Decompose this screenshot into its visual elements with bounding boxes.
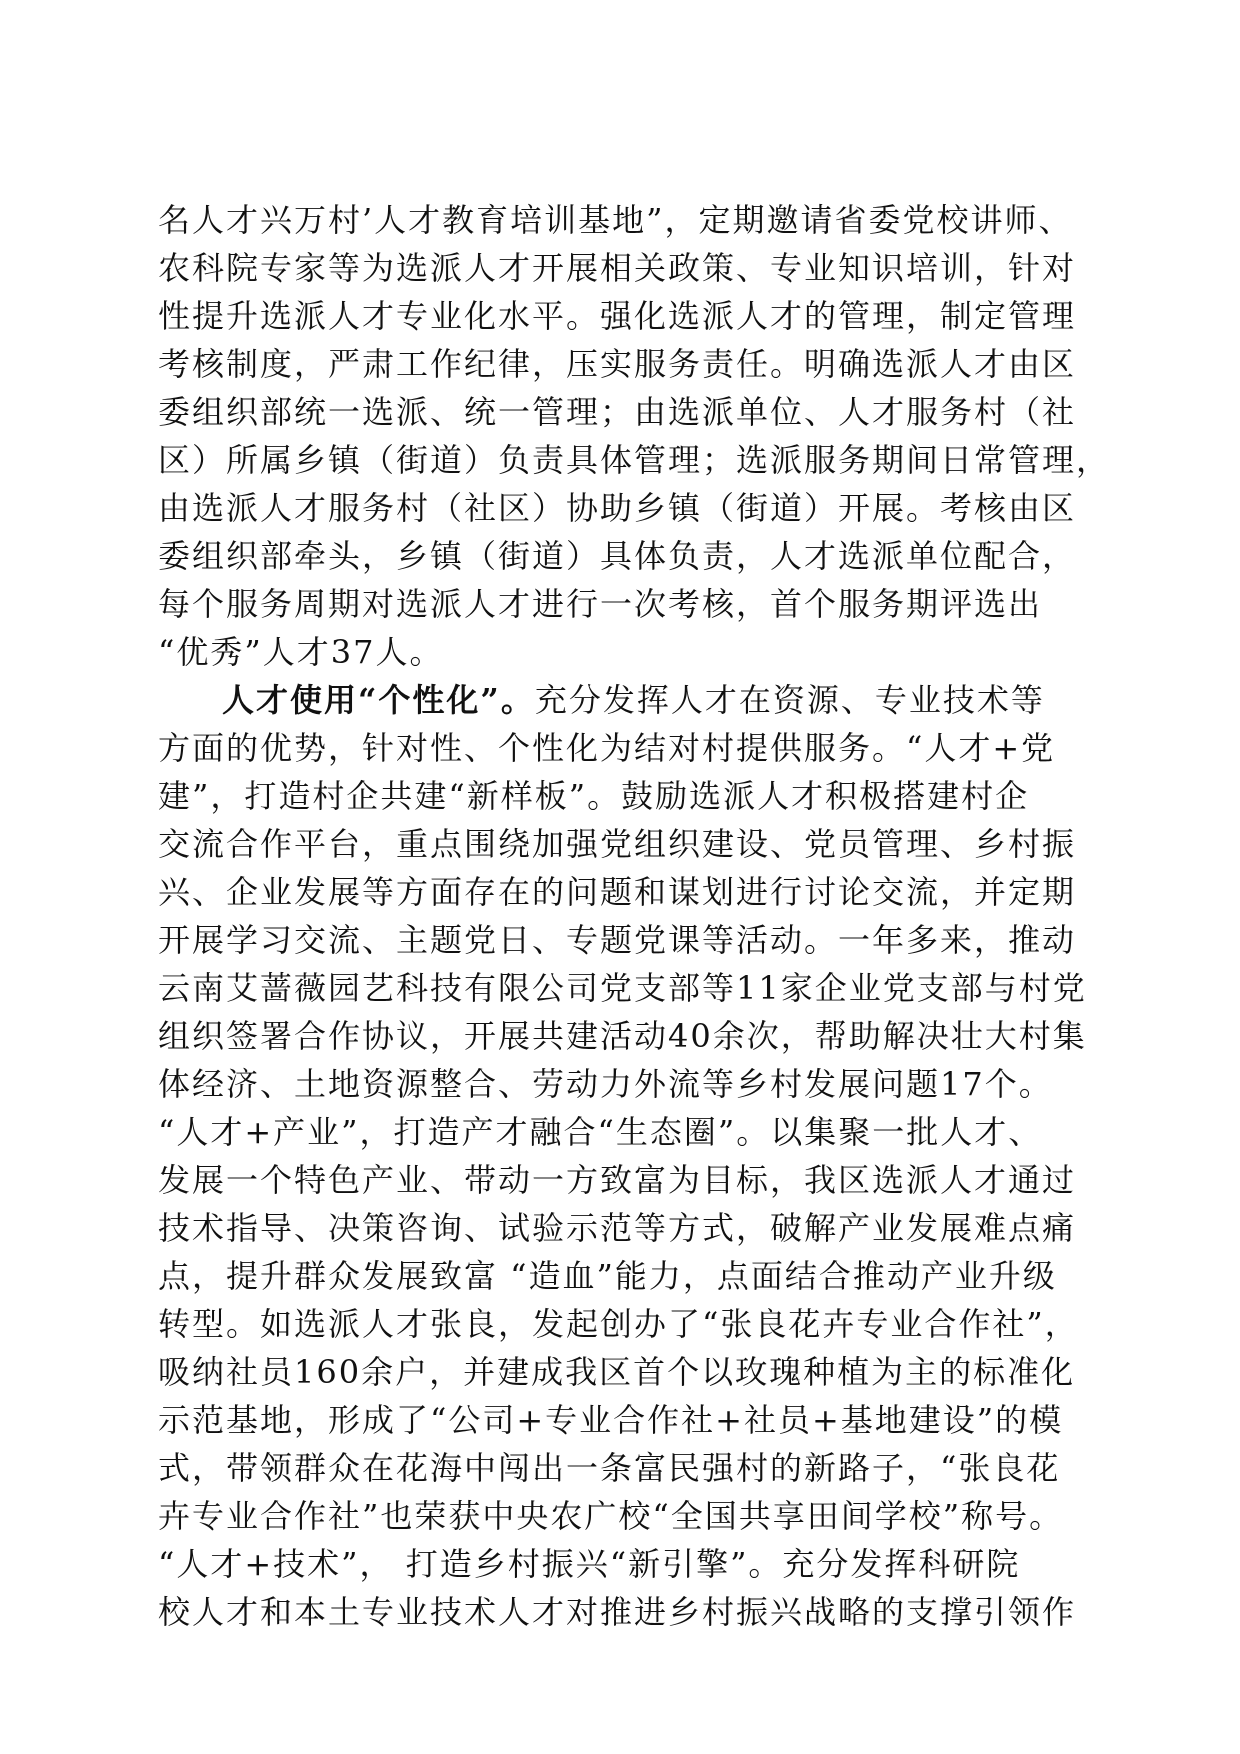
text-line: 交流合作平台，重点围绕加强党组织建设、党员管理、乡村振 bbox=[158, 825, 1077, 863]
text-line: 区）所属乡镇（街道）负责具体管理；选派服务期间日常管理， bbox=[158, 441, 1111, 479]
text-line: 农科院专家等为选派人才开展相关政策、专业知识培训，针对 bbox=[158, 249, 1077, 287]
text-line: 转型。如选派人才张良，发起创办了“张良花卉专业合作社”， bbox=[158, 1305, 1079, 1343]
section-heading: 人才使用“个性化”。 bbox=[222, 681, 535, 719]
text-line: 每个服务周期对选派人才进行一次考核，首个服务期评选出 bbox=[158, 585, 1043, 623]
text-line: 示范基地，形成了“公司+专业合作社+社员+基地建设”的模 bbox=[158, 1401, 1064, 1439]
text-line: 委组织部统一选派、统一管理；由选派单位、人才服务村（社 bbox=[158, 393, 1077, 431]
text-line: 开展学习交流、主题党日、专题党课等活动。一年多来，推动 bbox=[158, 921, 1077, 959]
text-line: 技术指导、决策咨询、试验示范等方式，破解产业发展难点痛 bbox=[158, 1209, 1077, 1247]
paragraph-talent-management bbox=[158, 196, 1111, 676]
text-line: “优秀”人才37人。 bbox=[158, 633, 444, 671]
text-line: 方面的优势，针对性、个性化为结对村提供服务。“人才+党 bbox=[158, 729, 1056, 767]
text-line: 组织签署合作协议，开展共建活动40余次，帮助解决壮大村集 bbox=[158, 1017, 1087, 1055]
text-line: 考核制度，严肃工作纪律，压实服务责任。明确选派人才由区 bbox=[158, 345, 1077, 383]
text-line: “人才+产业”，打造产才融合“生态圈”。以集聚一批人才、 bbox=[158, 1113, 1043, 1151]
text-line: 体经济、土地资源整合、劳动力外流等乡村发展问题17个。 bbox=[158, 1065, 1053, 1103]
document-body bbox=[158, 196, 1111, 1636]
paragraph-talent-usage bbox=[158, 676, 1108, 1636]
text-line: 性提升选派人才专业化水平。强化选派人才的管理，制定管理 bbox=[158, 297, 1077, 335]
text-line: 吸纳社员160余户，并建成我区首个以玫瑰种植为主的标准化 bbox=[158, 1353, 1076, 1391]
text-line: 由选派人才服务村（社区）协助乡镇（街道）开展。考核由区 bbox=[158, 489, 1077, 527]
text-line: 名人才兴万村’人才教育培训基地”，定期邀请省委党校讲师、 bbox=[158, 201, 1073, 239]
paragraph-first-line bbox=[158, 676, 1108, 724]
text-line: 云南艾蔷薇园艺科技有限公司党支部等11家企业党支部与村党 bbox=[158, 969, 1087, 1007]
text-line: 建”，打造村企共建“新样板”。鼓励选派人才积极搭建村企 bbox=[158, 777, 1030, 815]
text-line: 兴、企业发展等方面存在的问题和谋划进行讨论交流，并定期 bbox=[158, 873, 1077, 911]
text-line: 委组织部牵头，乡镇（街道）具体负责，人才选派单位配合， bbox=[158, 537, 1077, 575]
first-line-text: 充分发挥人才在资源、专业技术等 bbox=[534, 681, 1045, 719]
text-line: 卉专业合作社”也荣获中央农广校“全国共享田间学校”称号。 bbox=[158, 1497, 1064, 1535]
text-line: 式，带领群众在花海中闯出一条富民强村的新路子，“张良花 bbox=[158, 1449, 1061, 1487]
text-line: 发展一个特色产业、带动一方致富为目标，我区选派人才通过 bbox=[158, 1161, 1077, 1199]
text-line: 点，提升群众发展致富 “造血”能力，点面结合推动产业升级 bbox=[158, 1257, 1057, 1295]
text-line: “人才+技术”， 打造乡村振兴“新引擎”。充分发挥科研院 bbox=[158, 1545, 1021, 1583]
text-line: 校人才和本土专业技术人才对推进乡村振兴战略的支撑引领作 bbox=[158, 1593, 1077, 1631]
